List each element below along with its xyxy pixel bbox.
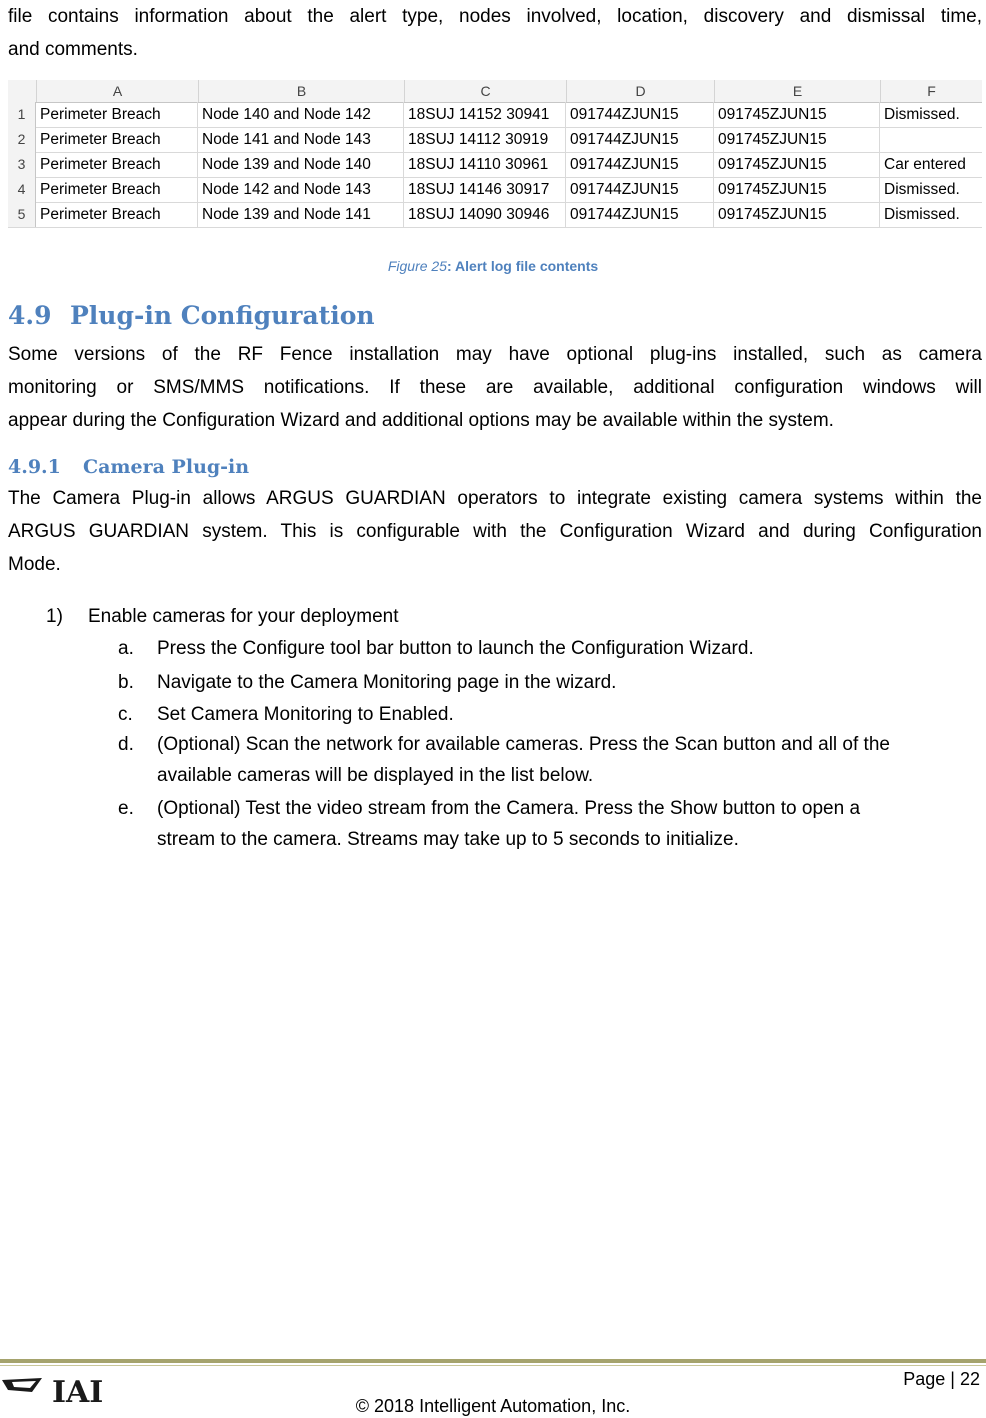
cell-comment: Dismissed. — [884, 206, 960, 223]
sub-text-line: available cameras will be displayed in the list below. — [157, 765, 594, 786]
sub-text — [157, 729, 977, 791]
subsection-line-2: ARGUS GUARDIAN system. This is configurable with the Configuration Wizard and during Configuration — [8, 521, 982, 542]
corner-cell — [8, 80, 36, 102]
cell-nodes: Node 142 and Node 143 — [198, 177, 404, 202]
section-line-2: monitoring or SMS/MMS notifications. If these are available, additional configuration windows will — [8, 377, 982, 398]
intro-line-2: and comments. — [8, 39, 138, 60]
sub-list-item — [118, 699, 978, 730]
subsection-line-1: The Camera Plug-in allows ARGUS GUARDIAN operators to integrate existing camera systems within the — [8, 488, 982, 509]
sub-marker: e. — [118, 798, 134, 819]
cell-comment: Car entered — [884, 156, 966, 173]
list-item — [46, 603, 399, 631]
list-text: Enable cameras for your deployment — [88, 606, 399, 627]
section-title: Plug-in Configuration — [70, 301, 375, 330]
table-row — [8, 152, 982, 178]
cell-discovery-time: 091744ZJUN15 — [566, 202, 714, 227]
row-number: 2 — [8, 127, 36, 152]
list-marker: 1) — [46, 606, 63, 627]
sub-marker: a. — [118, 638, 134, 659]
row-number: 1 — [8, 102, 36, 127]
cell-dismissal-time: 091745ZJUN15 — [714, 152, 880, 177]
column-header: C — [404, 80, 566, 102]
cell-discovery-time: 091744ZJUN15 — [566, 102, 714, 127]
footer-rule — [0, 1359, 986, 1363]
sub-text — [157, 667, 977, 698]
cell-alert-type: Perimeter Breach — [36, 177, 198, 202]
cell-alert-type: Perimeter Breach — [36, 202, 198, 227]
table-row — [8, 102, 982, 128]
cell-nodes: Node 141 and Node 143 — [198, 127, 404, 152]
cell-discovery-time: 091744ZJUN15 — [566, 152, 714, 177]
cell-alert-type: Perimeter Breach — [36, 102, 198, 127]
section-number: 4.9 — [8, 301, 52, 330]
table-row — [8, 177, 982, 203]
cell-dismissal-time: 091745ZJUN15 — [714, 102, 880, 127]
sub-list-item — [118, 633, 978, 664]
sub-text-line: Press the Configure tool bar button to launch the Configuration Wizard. — [157, 638, 754, 659]
cell-alert-type: Perimeter Breach — [36, 127, 198, 152]
cell-location: 18SUJ 14090 30946 — [404, 202, 566, 227]
sub-text-line: (Optional) Scan the network for available cameras. Press the Scan button and all of the — [157, 734, 890, 755]
sub-text-line: Navigate to the Camera Monitoring page in the wizard. — [157, 672, 617, 693]
subsection-paragraph — [8, 482, 982, 581]
cell-nodes: Node 139 and Node 141 — [198, 202, 404, 227]
subsection-line-3: Mode. — [8, 554, 61, 575]
sub-text — [157, 699, 977, 730]
cell-comment — [880, 127, 982, 152]
column-header-row — [8, 80, 982, 103]
alert-log-spreadsheet — [8, 80, 982, 232]
column-header: F — [880, 80, 982, 102]
sub-text — [157, 633, 977, 664]
sub-marker: b. — [118, 672, 134, 693]
cell-location: 18SUJ 14110 30961 — [404, 152, 566, 177]
cell-nodes: Node 139 and Node 140 — [198, 152, 404, 177]
cell-comment: Dismissed. — [884, 106, 960, 123]
page-number: Page | 22 — [903, 1369, 980, 1389]
column-header: E — [714, 80, 880, 102]
intro-paragraph — [8, 0, 982, 66]
subsection-title: Camera Plug-in — [83, 456, 250, 478]
section-line-3: appear during the Configuration Wizard and additional options may be available within the system. — [8, 410, 834, 431]
row-number: 4 — [8, 177, 36, 202]
caption-label: Figure 25 — [387, 258, 447, 274]
cell-dismissal-time: 091745ZJUN15 — [714, 202, 880, 227]
sub-list-item — [118, 793, 978, 855]
table-row — [8, 202, 982, 228]
subsection-number: 4.9.1 — [8, 456, 61, 478]
cell-discovery-time: 091744ZJUN15 — [566, 177, 714, 202]
sub-list-item — [118, 667, 978, 698]
section-paragraph — [8, 338, 982, 437]
cell-discovery-time: 091744ZJUN15 — [566, 127, 714, 152]
cell-comment: Dismissed. — [884, 181, 960, 198]
intro-line-1: file contains information about the alert type, nodes involved, location, discovery and dismissal time, — [8, 6, 982, 27]
sub-text — [157, 793, 977, 855]
row-number: 5 — [8, 202, 36, 227]
sub-marker: d. — [118, 734, 134, 755]
sub-text-line: (Optional) Test the video stream from the Camera. Press the Show button to open a — [157, 798, 861, 819]
caption-title: Alert log file contents — [455, 258, 599, 274]
section-line-1: Some versions of the RF Fence installation may have optional plug-ins installed, such as camera — [8, 344, 982, 365]
cell-dismissal-time: 091745ZJUN15 — [714, 177, 880, 202]
cell-location: 18SUJ 14152 30941 — [404, 102, 566, 127]
column-header: B — [198, 80, 404, 102]
footer-rule-thin — [0, 1365, 986, 1366]
table-row — [8, 127, 982, 153]
sub-text-line: Set Camera Monitoring to Enabled. — [157, 704, 454, 725]
column-header: D — [566, 80, 714, 102]
figure-caption: Figure 25: Alert log file contents — [387, 258, 599, 274]
cell-alert-type: Perimeter Breach — [36, 152, 198, 177]
sub-marker: c. — [118, 704, 133, 725]
row-number: 3 — [8, 152, 36, 177]
section-heading — [8, 298, 375, 334]
sub-text-line: stream to the camera. Streams may take up to 5 seconds to initialize. — [157, 829, 739, 850]
cell-dismissal-time: 091745ZJUN15 — [714, 127, 880, 152]
column-header: A — [36, 80, 198, 102]
cell-location: 18SUJ 14146 30917 — [404, 177, 566, 202]
logo-text: IAI — [52, 1375, 104, 1408]
sub-list-item — [118, 729, 978, 791]
cell-nodes: Node 140 and Node 142 — [198, 102, 404, 127]
subsection-heading — [8, 453, 249, 481]
copyright-notice: © 2018 Intelligent Automation, Inc. — [355, 1396, 631, 1416]
cell-location: 18SUJ 14112 30919 — [404, 127, 566, 152]
